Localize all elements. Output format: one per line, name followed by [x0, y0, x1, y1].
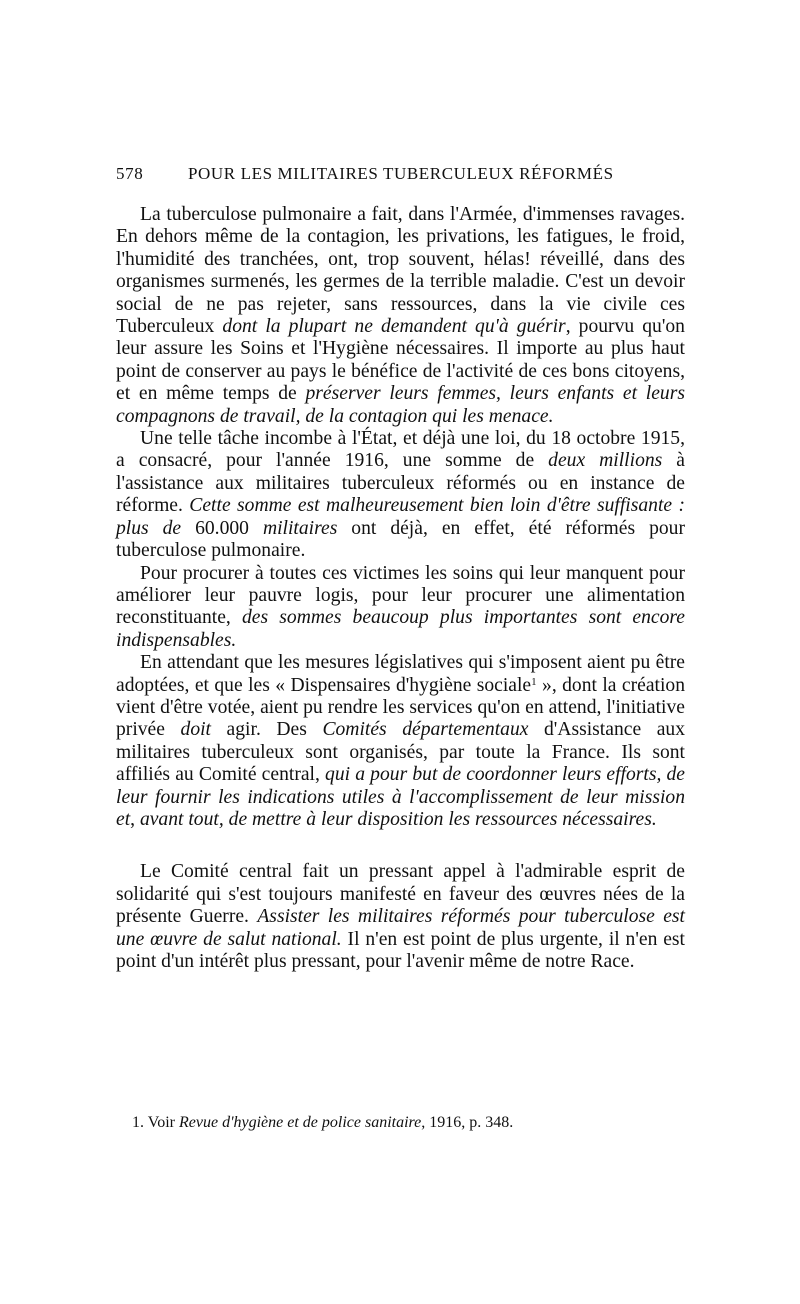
text-run: », dont la création vient d'être votée, aient pu rendre les services qu'on en attend, l'initiative privée: [116, 674, 685, 741]
text-run: à l'assistance aux militaires tuberculeux réformés ou en instance de réforme.: [116, 450, 685, 517]
text-run: d'Assistance aux militaires tuberculeux sont organisés, par toute la France. Ils sont affiliés au Comité central,: [116, 719, 685, 786]
text-run: , pourvu qu'on leur assure les Soins et l'Hygiène nécessaires. Il importe au plus haut point de conserver au pays le bénéfice de l'activité de ces bons citoyens, et en même temps de: [116, 316, 685, 405]
running-header: [116, 164, 688, 184]
italic-run: dont la plupart ne demandent qu'à guérir: [222, 316, 566, 338]
text-run: agir. Des: [211, 719, 323, 741]
text-run: Voir: [144, 1114, 179, 1131]
paragraph-4: [116, 652, 685, 831]
footnote-number: 1.: [132, 1114, 144, 1131]
italic-run: Assister les militaires réformés pour tuberculose est une œuvre de salut national.: [116, 906, 685, 950]
paragraph-5: [116, 861, 685, 973]
italic-run: des sommes beaucoup plus importantes sont encore indispensables.: [116, 607, 686, 651]
italic-run: Comités départementaux: [322, 719, 529, 741]
text-run: ,: [130, 808, 140, 830]
paragraph-3: [116, 563, 685, 653]
running-title: POUR LES MILITAIRES TUBERCULEUX RÉFORMÉS: [188, 164, 614, 183]
text-run: Il n'en est point de plus urgente, il n'en est point d'un intérêt plus pressant, pour l'avenir même de notre Race.: [116, 928, 685, 972]
text-run: Une telle tâche incombe à l'État, et déjà une loi, du 18 octobre 1915, a consacré, pour l'année 1916, une somme de: [116, 428, 685, 472]
italic-run: préserver leurs femmes, leurs enfants et leurs compagnons de travail, de la contagion qui les menace.: [116, 383, 685, 427]
paragraph-2: [116, 428, 685, 562]
italic-run: avant tout, de mettre à leur disposition les ressources nécessaires.: [139, 808, 657, 830]
footnote-reference: 1: [531, 675, 537, 688]
text-run: ont déjà, en effet, été réformés pour tuberculose pulmonaire.: [116, 517, 685, 562]
text-run: Le Comité central fait un pressant appel à l'admirable esprit de solidarité qui s'est toujours manifesté en faveur des œuvres nées de la présente Guerre.: [116, 861, 685, 928]
paragraph-1: [116, 204, 685, 428]
text-run: 60.000: [181, 517, 263, 539]
text-run: Pour procurer à toutes ces victimes les soins qui leur manquent pour améliorer leur pauvre logis, pour leur procurer une alimentation reconstituante,: [116, 562, 685, 629]
italic-run: Revue d'hygiène et de police sanitaire: [178, 1114, 422, 1131]
main-text: [116, 204, 685, 973]
footnote: [132, 1114, 692, 1132]
page-number: 578: [116, 164, 144, 183]
text-run: La tuberculose pulmonaire a fait, dans l'Armée, d'immenses ravages. En dehors même de la contagion, les privations, les fatigues, le froid, l'humidité des tranchées, ont, trop souvent, hélas! réveillé, dans des organismes surmenés, les germes de la terrible maladie. C'est un devoir social de ne pas rejeter, sans ressources, dans la vie civile ces Tuberculeux: [116, 204, 685, 338]
italic-run: Cette somme est malheureusement bien loin d'être suffisante : plus de: [116, 495, 685, 539]
italic-run: qui a pour but de coordonner leurs efforts, de leur fournir les indications utiles à l'accomplissement de leur mission et: [116, 764, 685, 830]
text-run: , 1916, p. 348.: [421, 1114, 514, 1131]
italic-run: militaires: [262, 517, 338, 539]
italic-run: doit: [180, 719, 211, 741]
italic-run: deux millions: [548, 450, 663, 472]
text-run: En attendant que les mesures législatives qui s'imposent aient pu être adoptées, et que les « Dispensaires d'hygiène sociale: [116, 652, 685, 696]
